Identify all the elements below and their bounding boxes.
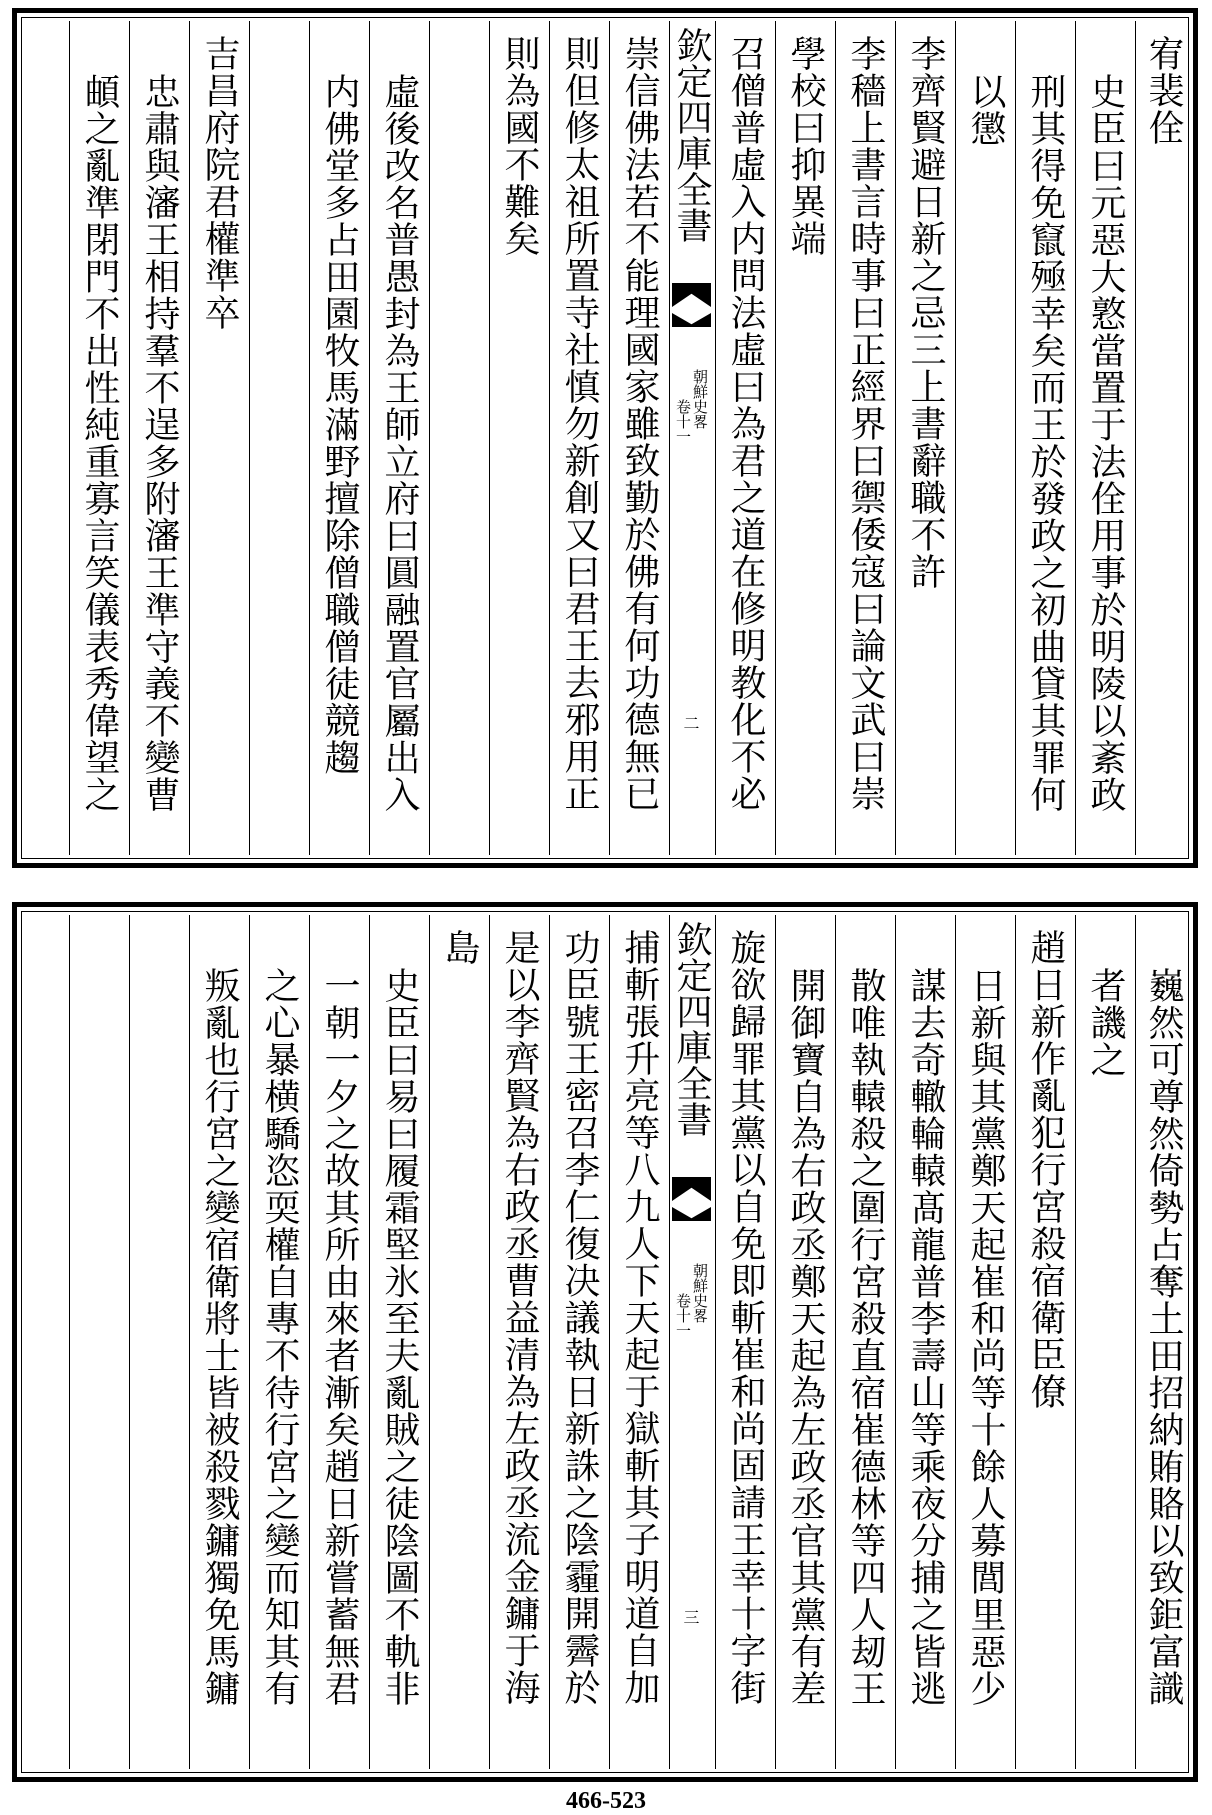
bottom-page — [12, 902, 1198, 1782]
text-column: 召僧普虛入内問法虛曰為君之道在修明教化不必 — [715, 21, 775, 855]
text-column: 吉昌府院君權準卒 — [189, 21, 249, 855]
text-column — [249, 21, 309, 855]
book-name: 朝鮮史畧 — [691, 369, 709, 429]
top-page-columns — [25, 21, 1185, 855]
text-column: 宥裴佺 — [1135, 21, 1193, 855]
text-column: 是以李齊賢為右政丞曹益清為左政丞流金鏞于海 — [489, 915, 549, 1769]
text-column: 内佛堂多占田園牧馬滿野擅除僧職僧徒競趨 — [309, 21, 369, 855]
text-column: 叛亂也行宮之變宿衛將士皆被殺戮鏞獨免馬鏞 — [189, 915, 249, 1769]
text-column: 崇信佛法若不能理國家雖致勤於佛有何功德無已 — [609, 21, 669, 855]
text-column: 者譏之 — [1075, 915, 1135, 1769]
text-column: 刑其得免竄殛幸矣而王於發政之初曲貸其罪何 — [1015, 21, 1075, 855]
book-title: 欽定四庫全書 — [671, 921, 712, 1137]
text-column: 李齊賢避日新之忌三上書辭職不許 — [895, 21, 955, 855]
book-name: 朝鮮史畧 — [691, 1263, 709, 1323]
top-page — [12, 8, 1198, 868]
text-column: 散唯執轅殺之圍行宮殺直宿崔德林等四人刼王 — [835, 915, 895, 1769]
volume-label: 卷十一 — [674, 399, 692, 444]
text-column: 學校曰抑異端 — [775, 21, 835, 855]
text-column — [69, 915, 129, 1769]
text-column: 則為國不難矣 — [489, 21, 549, 855]
text-column: 謀去奇轍輪轅髙龍普李壽山等乘夜分捕之皆逃 — [895, 915, 955, 1769]
text-column: 趙日新作亂犯行宮殺宿衛臣僚 — [1015, 915, 1075, 1769]
text-column: 島 — [429, 915, 489, 1769]
text-column: 李穡上書言時事曰正經界曰禦倭寇曰論文武曰崇 — [835, 21, 895, 855]
text-column: 史臣曰易曰履霜堅氷至夫亂賊之徒陰圖不軌非 — [369, 915, 429, 1769]
page-number: 二 — [683, 714, 700, 733]
text-column: 巍然可尊然倚勢占奪土田招納賄賂以致鉅富識 — [1135, 915, 1193, 1769]
fish-tail-mark — [672, 1177, 711, 1201]
text-column: 則但修太祖所置寺社慎勿新創又曰君王去邪用正 — [549, 21, 609, 855]
volume-label: 卷十一 — [674, 1293, 692, 1338]
book-title: 欽定四庫全書 — [671, 27, 712, 243]
fish-tail-mark-lower — [672, 313, 711, 327]
text-column: 史臣曰元惡大憝當置于法佺用事於明陵以紊政 — [1075, 21, 1135, 855]
center-fold — [669, 21, 713, 855]
page-code: 466-523 — [566, 1788, 646, 1814]
fish-tail-mark — [672, 283, 711, 307]
bottom-page-columns — [25, 915, 1185, 1769]
fish-tail-mark-lower — [672, 1207, 711, 1221]
text-column: 忠肅與瀋王相持羣不逞多附瀋王準守義不變曹 — [129, 21, 189, 855]
page-number: 三 — [683, 1608, 700, 1627]
text-column: 功臣號王密召李仁復决議執日新誅之陰霾開霽於 — [549, 915, 609, 1769]
text-column: 一朝一夕之故其所由來者漸矣趙日新嘗蓄無君 — [309, 915, 369, 1769]
text-column: 以懲 — [955, 21, 1015, 855]
text-column: 旋欲歸罪其黨以自免即斬崔和尚固請王幸十字街 — [715, 915, 775, 1769]
text-column — [429, 21, 489, 855]
text-column: 日新與其黨鄭天起崔和尚等十餘人募閭里惡少 — [955, 915, 1015, 1769]
center-fold — [669, 915, 713, 1769]
text-column: 捕斬張升亮等八九人下天起于獄斬其子明道自加 — [609, 915, 669, 1769]
text-column: 頔之亂準閉門不出性純重寡言笑儀表秀偉望之 — [69, 21, 129, 855]
text-column: 之心暴横驕恣耎權自專不待行宮之變而知其有 — [249, 915, 309, 1769]
text-column: 虛後改名普愚封為王師立府曰圓融置官屬出入 — [369, 21, 429, 855]
text-column — [129, 915, 189, 1769]
text-column: 開御寶自為右政丞鄭天起為左政丞官其黨有差 — [775, 915, 835, 1769]
